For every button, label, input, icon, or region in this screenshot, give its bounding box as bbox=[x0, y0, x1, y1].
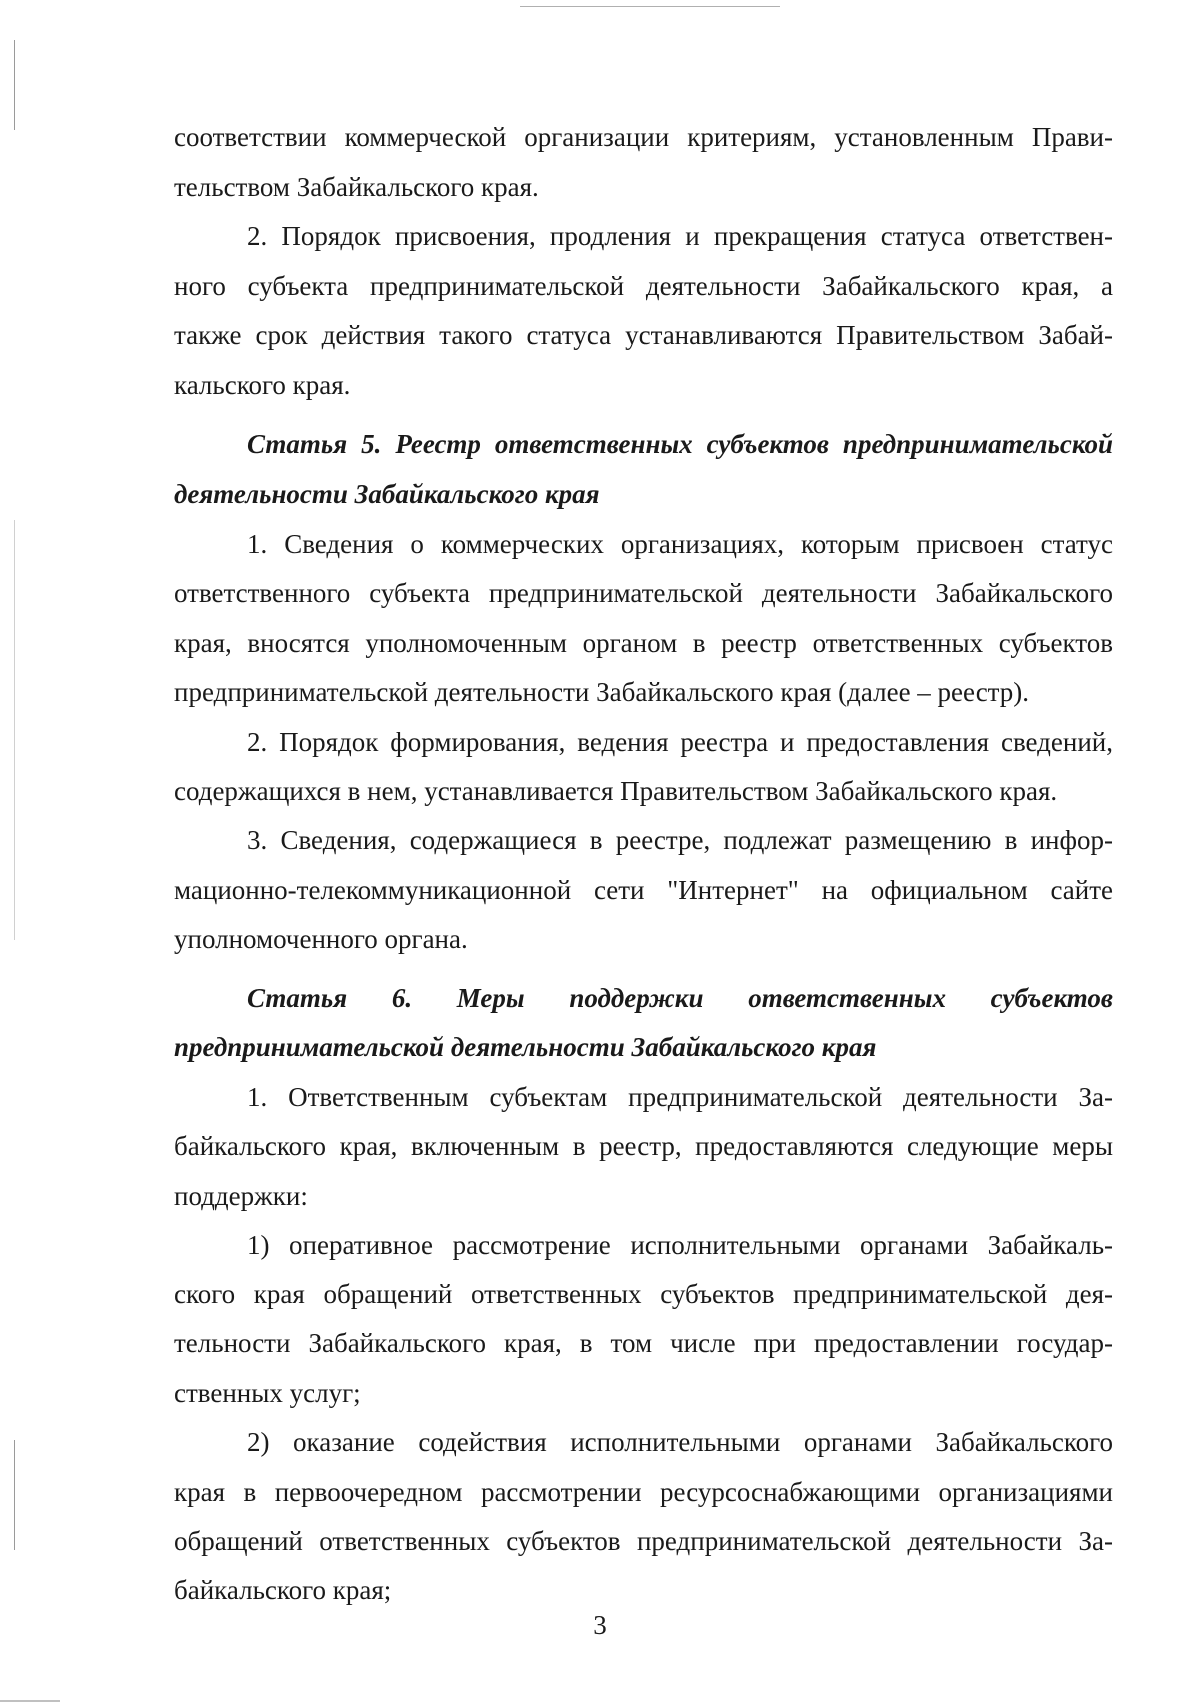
text-line: байкальского края; bbox=[174, 1575, 392, 1605]
text-line: 2. Порядок присвоения, продления и прекращения статуса ответствен- bbox=[247, 221, 1113, 251]
text-line: 1. Сведения о коммерческих организациях, которым присвоен статус bbox=[247, 529, 1113, 559]
page-number: 3 bbox=[593, 1610, 607, 1640]
scan-bottom-mark bbox=[0, 1700, 60, 1702]
text-line: ского края обращений ответственных субъектов предпринимательской дея- bbox=[174, 1279, 1113, 1309]
text-line: тельности Забайкальского края, в том числе при предоставлении государ- bbox=[174, 1328, 1113, 1358]
text-line: тельством Забайкальского края. bbox=[174, 172, 539, 202]
article-heading: деятельности Забайкальского края bbox=[174, 479, 600, 509]
article-heading: Статья 6. Меры поддержки ответственных субъектов bbox=[247, 983, 1113, 1013]
scan-edge-mark bbox=[14, 520, 15, 940]
article-heading: Статья 5. Реестр ответственных субъектов предпринимательской bbox=[247, 429, 1113, 459]
text-line: края, вносятся уполномоченным органом в реестр ответственных субъектов bbox=[174, 628, 1113, 658]
scan-edge-mark bbox=[14, 40, 15, 130]
text-line: содержащихся в нем, устанавливается Правительством Забайкальского края. bbox=[174, 776, 1058, 806]
text-line: предпринимательской деятельности Забайкальского края (далее – реестр). bbox=[174, 677, 1030, 707]
text-line: байкальского края, включенным в реестр, предоставляются следующие меры bbox=[174, 1131, 1113, 1161]
article-heading: предпринимательской деятельности Забайкальского края bbox=[174, 1032, 877, 1062]
text-line: ственных услуг; bbox=[174, 1378, 361, 1408]
scan-top-mark bbox=[520, 6, 780, 7]
text-line: поддержки: bbox=[174, 1181, 308, 1211]
text-line: 3. Сведения, содержащиеся в реестре, подлежат размещению в инфор- bbox=[247, 825, 1113, 855]
text-line: кальского края. bbox=[174, 370, 351, 400]
text-line: ответственного субъекта предпринимательской деятельности Забайкальского bbox=[174, 578, 1113, 608]
text-line: также срок действия такого статуса устанавливаются Правительством Забай- bbox=[174, 320, 1113, 350]
text-line: 1. Ответственным субъектам предпринимательской деятельности За- bbox=[247, 1082, 1113, 1112]
text-line: 2. Порядок формирования, ведения реестра и предоставления сведений, bbox=[247, 727, 1113, 757]
text-line: соответствии коммерческой организации критериям, установленным Прави- bbox=[174, 122, 1113, 152]
text-line: края в первоочередном рассмотрении ресурсоснабжающими организациями bbox=[174, 1477, 1113, 1507]
text-line: 1) оперативное рассмотрение исполнительными органами Забайкаль- bbox=[247, 1230, 1113, 1260]
text-line: обращений ответственных субъектов предпринимательской деятельности За- bbox=[174, 1526, 1113, 1556]
scan-edge-mark bbox=[14, 1440, 15, 1550]
text-line: мационно-телекоммуникационной сети "Интернет" на официальном сайте bbox=[174, 875, 1113, 905]
text-line: ного субъекта предпринимательской деятельности Забайкальского края, а bbox=[174, 271, 1113, 301]
text-line: 2) оказание содействия исполнительными органами Забайкальского bbox=[247, 1427, 1113, 1457]
text-line: уполномоченного органа. bbox=[174, 924, 468, 954]
